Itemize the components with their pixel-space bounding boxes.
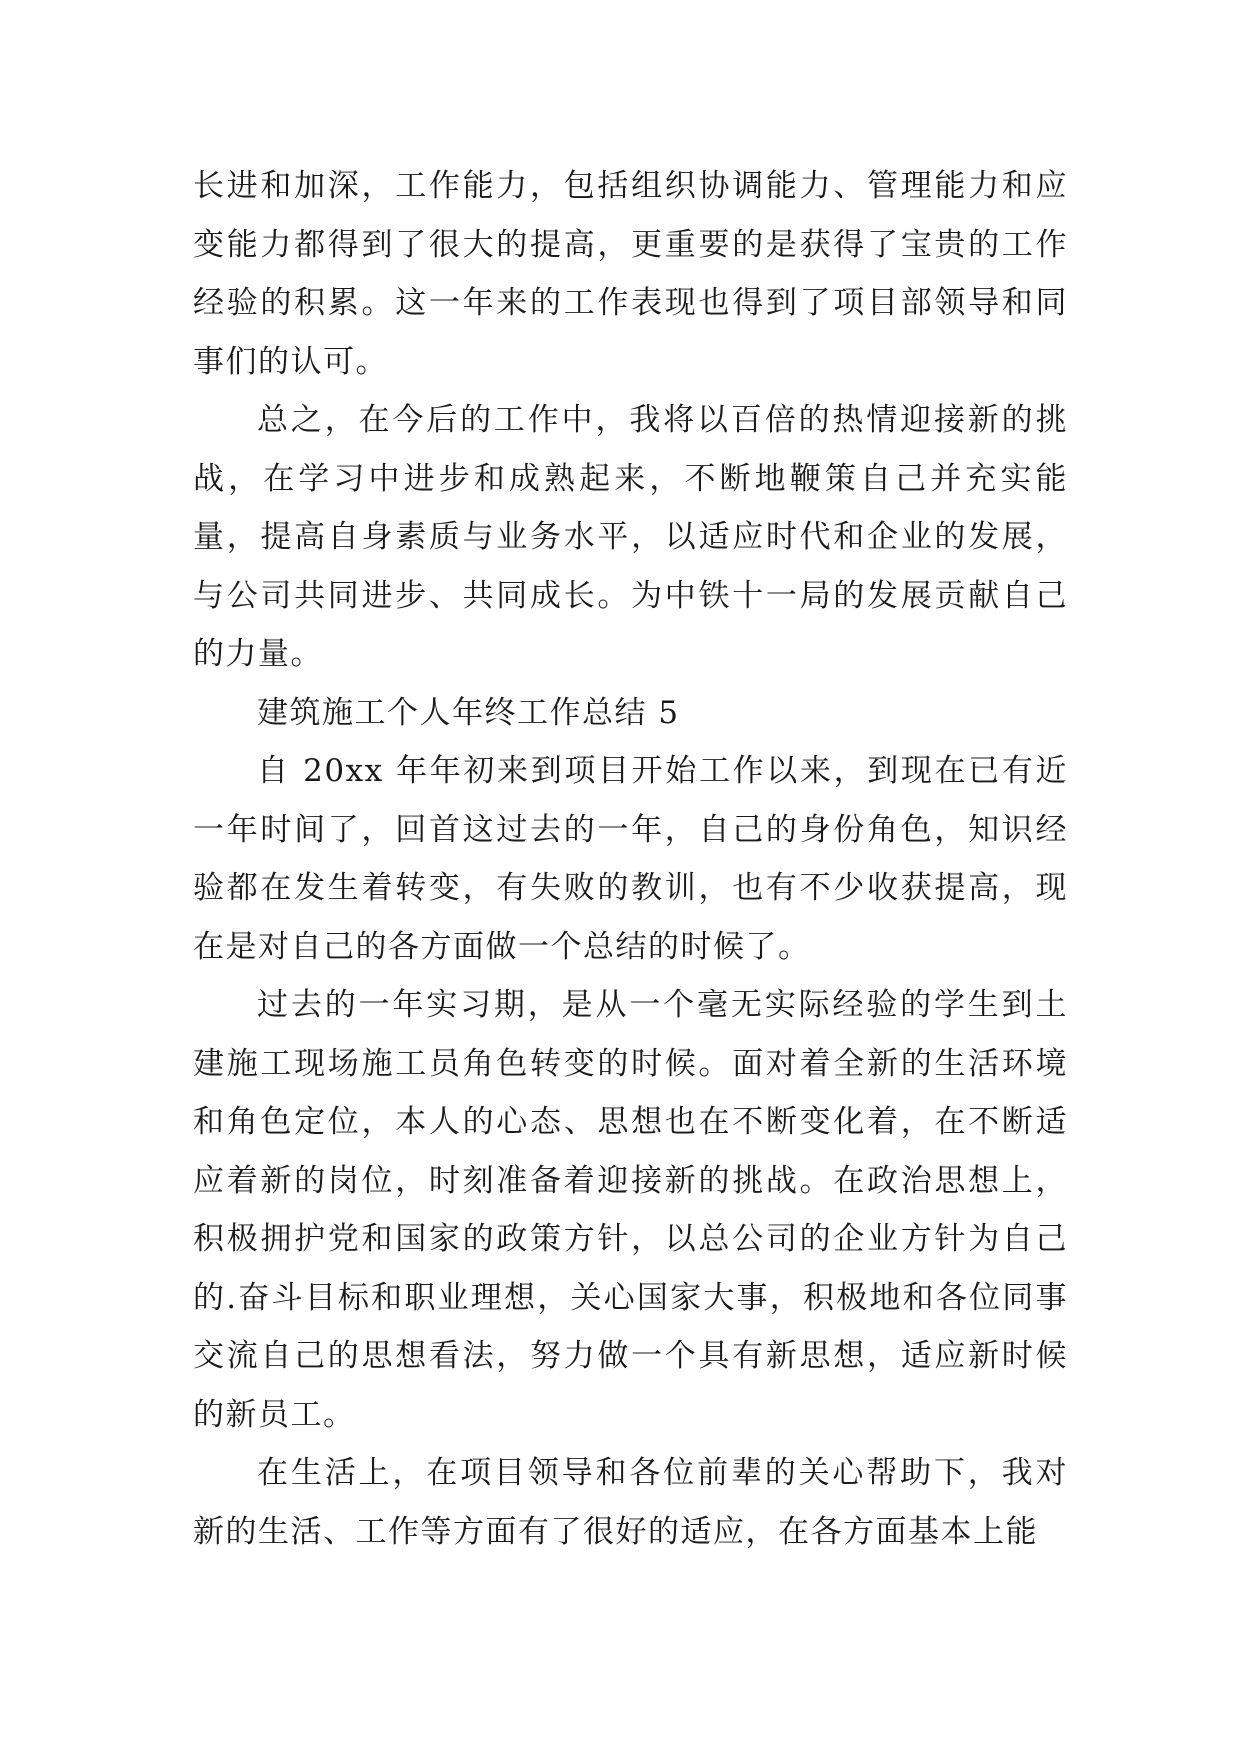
- document-body: [193, 157, 1068, 1561]
- paragraph-life: 在生活上，在项目领导和各位前辈的关心帮助下，我对新的生活、工作等方面有了很好的适应，在各方面基本上能: [193, 1455, 1068, 1550]
- paragraph-continued: 长进和加深，工作能力，包括组织协调能力、管理能力和应变能力都得到了很大的提高，更重要的是获得了宝贵的工作经验的积累。这一年来的工作表现也得到了项目部领导和同事们的认可。: [193, 168, 1068, 380]
- paragraph-intro: 自 20xx 年年初来到项目开始工作以来，到现在已有近一年时间了，回首这过去的一年，自己的身份角色，知识经验都在发生着转变，有失败的教训，也有不少收获提高，现在是对自己的各方面做一个总结的时候了。: [193, 753, 1068, 965]
- paragraph-internship: 过去的一年实习期，是从一个毫无实际经验的学生到土建施工现场施工员角色转变的时候。面对着全新的生活环境和角色定位，本人的心态、思想也在不断变化着，在不断适应着新的岗位，时刻准备着迎接新的挑战。在政治思想上，积极拥护党和国家的政策方针，以总公司的企业方针为自己的.奋斗目标和职业理想，关心国家大事，积极地和各位同事交流自己的思想看法，努力做一个具有新思想，适应新时候的新员工。: [193, 987, 1068, 1433]
- paragraph-conclusion: 总之，在今后的工作中，我将以百倍的热情迎接新的挑战，在学习中进步和成熟起来，不断地鞭策自己并充实能量，提高自身素质与业务水平，以适应时代和企业的发展，与公司共同进步、共同成长。为中铁十一局的发展贡献自己的力量。: [193, 402, 1068, 672]
- section-heading: 建筑施工个人年终工作总结 5: [257, 694, 680, 731]
